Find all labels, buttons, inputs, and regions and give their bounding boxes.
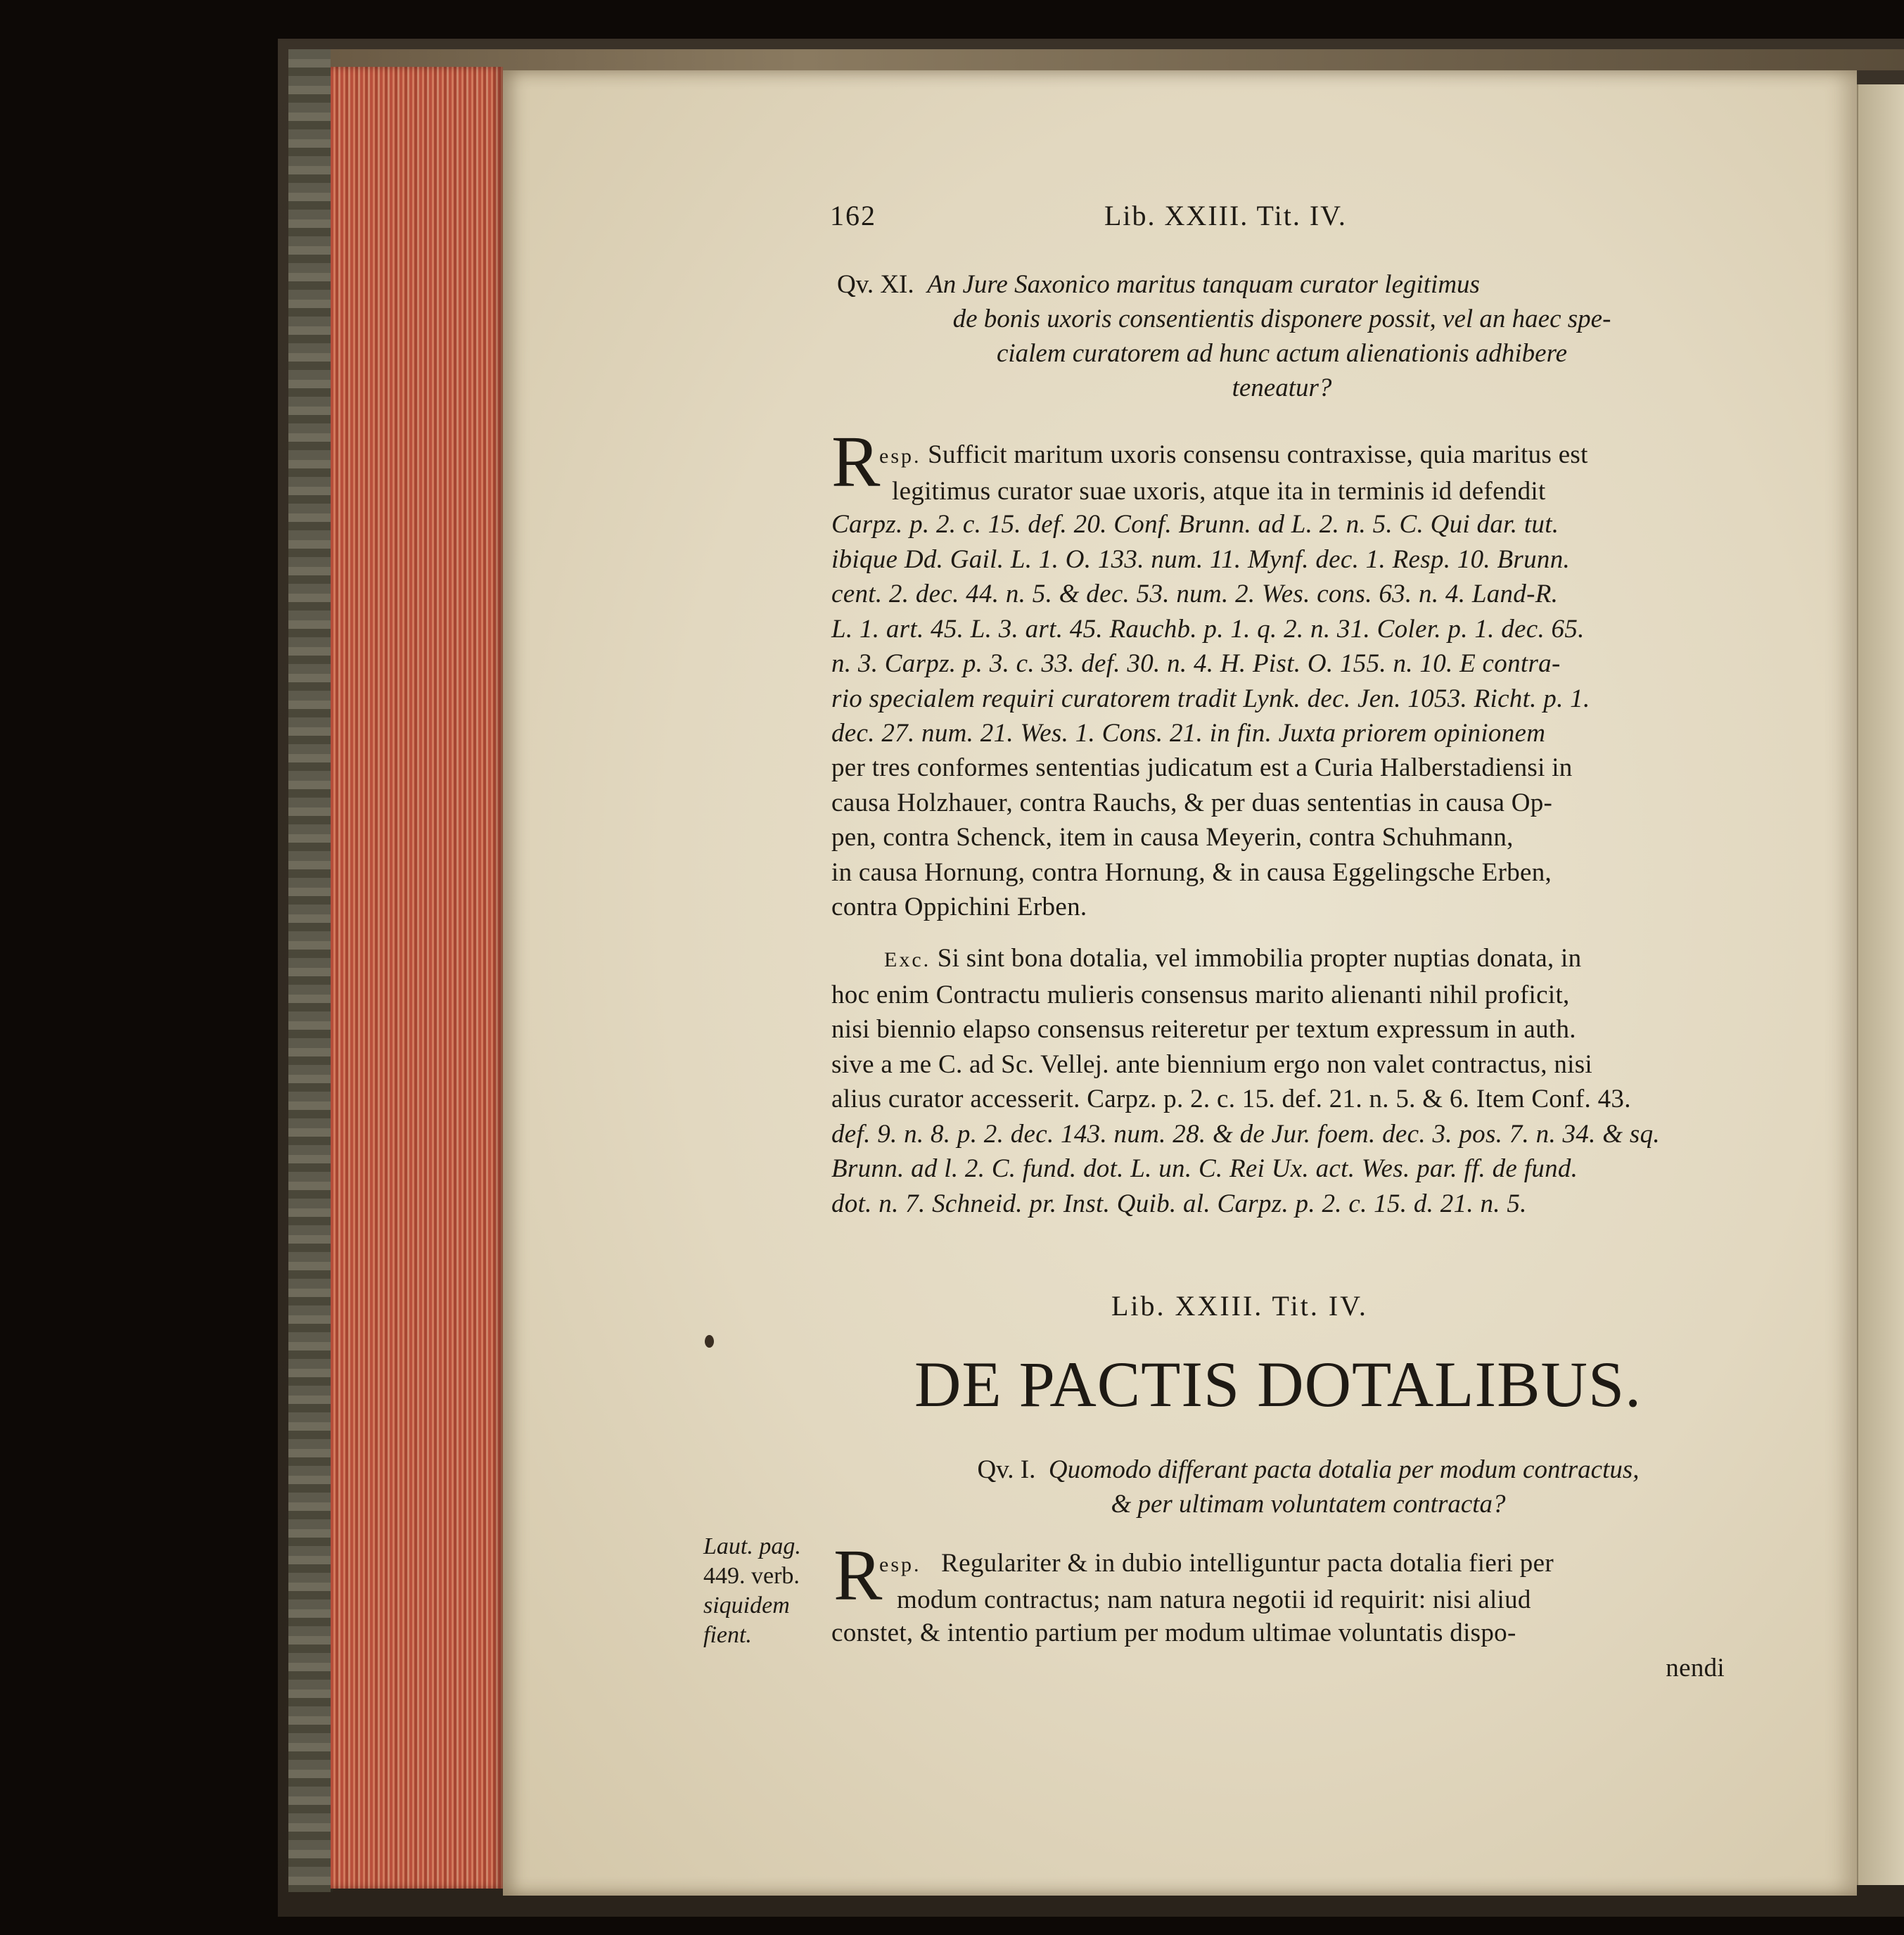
response-lead: esp. — [879, 1553, 921, 1576]
question-line: Quomodo differant pacta dotalia per modum contractus, — [1048, 1455, 1640, 1484]
text-line: modum contractus; nam natura negotii id requirit: nisi aliud — [897, 1585, 1531, 1614]
margin-note-line: Laut. pag. — [703, 1533, 801, 1559]
text-line: rio specialem requiri curatorem tradit Lynk. dec. Jen. 1053. Richt. p. 1. — [831, 684, 1590, 713]
section-title: DE PACTIS DOTALIBUS. — [914, 1348, 1642, 1420]
page-number: 162 — [830, 200, 876, 231]
margin-note-line: 449. verb. — [703, 1563, 800, 1589]
book-top-edge — [331, 49, 1904, 70]
text-line: per tres conformes sententias judicatum est a Curia Halberstadiensi in — [831, 753, 1573, 782]
question-line: cialem curatorem ad hunc actum alienationis adhibere — [996, 339, 1568, 368]
text-line: L. 1. art. 45. L. 3. art. 45. Rauchb. p. 1. q. 2. n. 31. Coler. p. 1. dec. 65. — [831, 614, 1585, 644]
margin-note-line: fient. — [703, 1622, 752, 1648]
margin-note — [703, 1532, 801, 1650]
text-line: in causa Hornung, contra Hornung, & in causa Eggelingsche Erben, — [831, 857, 1552, 887]
question-xi — [837, 267, 1727, 302]
question-line: & per ultimam voluntatem contracta? — [1111, 1490, 1506, 1519]
margin-note-line: siquidem — [703, 1592, 790, 1618]
text-line: ibique Dd. Gail. L. 1. O. 133. num. 11. Mynf. dec. 1. Resp. 10. Brunn. — [831, 544, 1571, 574]
page-edges — [331, 67, 503, 1889]
text-line: Si sint bona dotalia, vel immobilia propter nuptias donata, in — [937, 944, 1582, 973]
question-line: teneatur? — [1232, 373, 1332, 402]
book-spine — [288, 49, 333, 1892]
exception-lead: Exc. — [884, 948, 931, 971]
question-i — [900, 1452, 1716, 1521]
text-line: dot. n. 7. Schneid. pr. Inst. Quib. al. Carpz. p. 2. c. 15. d. 21. n. 5. — [831, 1189, 1527, 1218]
exception-block — [831, 941, 1725, 1221]
text-line: hoc enim Contractu mulieris consensus marito alienanti nihil proficit, — [831, 980, 1570, 1009]
question-label: Qv. I. — [977, 1455, 1036, 1484]
response-i-tail — [831, 1616, 1725, 1685]
question-label: Qv. XI. — [837, 270, 914, 299]
section-running-title: Lib. XXIII. Tit. IV. — [1111, 1290, 1368, 1322]
text-line: legitimus curator suae uxoris, atque ita in terminis id defendit — [892, 476, 1546, 506]
text-line: causa Holzhauer, contra Rauchs, & per duas sententias in causa Op- — [831, 788, 1553, 817]
dropcap: R — [831, 421, 881, 502]
text-line: Sufficit maritum uxoris consensu contraxisse, quia maritus est — [928, 440, 1588, 469]
text-line: pen, contra Schenck, item in causa Meyerin, contra Schuhmann, — [831, 823, 1514, 852]
text-line: n. 3. Carpz. p. 3. c. 33. def. 30. n. 4. H. Pist. O. 155. n. 10. E contra- — [831, 649, 1561, 678]
text-line: def. 9. n. 8. p. 2. dec. 143. num. 28. & de Jur. foem. dec. 3. pos. 7. n. 34. & sq. — [831, 1119, 1660, 1149]
text-line: Brunn. ad l. 2. C. fund. dot. L. un. C. Rei Ux. act. Wes. par. ff. de fund. — [831, 1154, 1578, 1183]
text-line: cent. 2. dec. 44. n. 5. & dec. 53. num. 2. Wes. cons. 63. n. 4. Land-R. — [831, 580, 1559, 608]
text-line: Carpz. p. 2. c. 15. def. 20. Conf. Brunn. ad L. 2. n. 5. C. Qui dar. tut. — [831, 510, 1559, 539]
facing-page-edge — [1857, 84, 1904, 1885]
response-i-block — [879, 1546, 1727, 1617]
question-line: de bonis uxoris consentientis disponere possit, vel an haec spe- — [952, 305, 1611, 333]
catchword: nendi — [1666, 1653, 1725, 1682]
text-line: nisi biennio elapso consensus reiteretur per textum expressum in auth. — [831, 1015, 1576, 1044]
text-line: alius curator accesserit. Carpz. p. 2. c. 15. def. 21. n. 5. & 6. Item Conf. 43. — [831, 1085, 1631, 1113]
text-line: Regulariter & in dubio intelliguntur pacta dotalia fieri per — [941, 1549, 1554, 1578]
text-line: dec. 27. num. 21. Wes. 1. Cons. 21. in fin. Juxta priorem opinionem — [831, 719, 1546, 748]
response-xi-block — [879, 438, 1727, 509]
response-lead: esp. — [879, 445, 921, 468]
text-line: constet, & intentio partium per modum ultimae voluntatis dispo- — [831, 1618, 1516, 1647]
question-line: An Jure Saxonico maritus tanquam curator legitimus — [927, 270, 1480, 299]
ink-blot — [705, 1335, 714, 1348]
text-line: contra Oppichini Erben. — [831, 893, 1087, 921]
response-xi-citations — [831, 507, 1725, 751]
question-xi-cont — [837, 302, 1727, 405]
running-title: Lib. XXIII. Tit. IV. — [1104, 200, 1347, 231]
text-line: sive a me C. ad Sc. Vellej. ante biennium ergo non valet contractus, nisi — [831, 1049, 1592, 1079]
response-xi-tail — [831, 751, 1725, 925]
dropcap: R — [833, 1535, 883, 1616]
